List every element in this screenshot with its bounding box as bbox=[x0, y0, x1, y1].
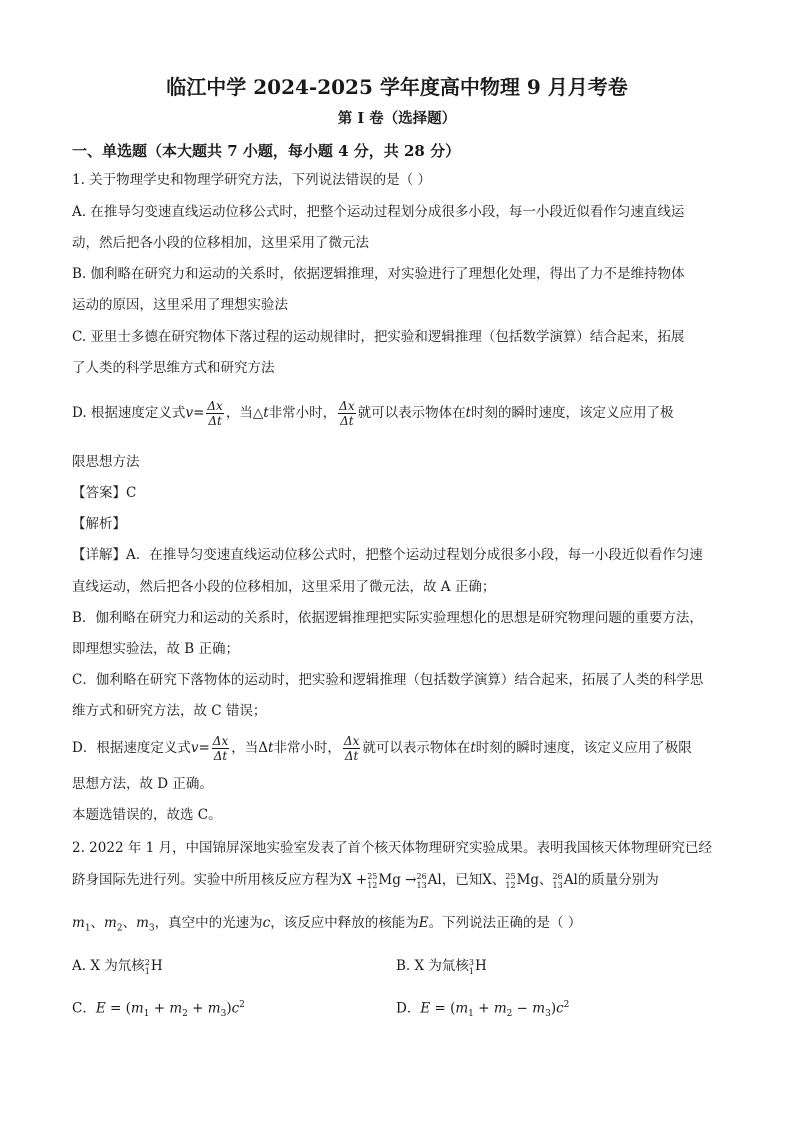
section-heading: 一、单选题（本大题共 7 小题，每小题 4 分，共 28 分） bbox=[72, 142, 461, 160]
mg25-nuclide: 25 12 Mg bbox=[367, 871, 401, 890]
q1-d-text-5: 时刻的瞬时速度，该定义应用了极 bbox=[471, 405, 674, 421]
q1-d-text-3: 非常小时， bbox=[268, 405, 337, 421]
q1-option-d-line2: 限思想方法 bbox=[72, 454, 140, 470]
q2-option-c: C．$E = (m_1 + m_2 + m_3)c^2$ bbox=[72, 1000, 245, 1020]
q1-option-a-line2: 动，然后把各小段的位移相加，这里采用了微元法 bbox=[72, 235, 369, 251]
h2-nuclide: 2 1 H bbox=[144, 957, 163, 976]
explanation-line6: 维方式和研究方法，故 C 错误； bbox=[72, 703, 267, 719]
q2-option-b bbox=[396, 956, 487, 976]
q1-d-text: D. 根据速度定义式 bbox=[72, 405, 186, 421]
explanation-line8: 思想方法，故 D 正确。 bbox=[72, 776, 213, 792]
mg25-nuclide-2: 25 12 Mg bbox=[505, 871, 540, 890]
al26-nuclide-2: 26 13 Al bbox=[552, 871, 578, 890]
explanation-line4: 即理想实验法，故 B 正确； bbox=[72, 641, 240, 657]
q1-stem: 1. 关于物理学史和物理学研究方法，下列说法错误的是（ ） bbox=[72, 172, 431, 188]
q2-l3-text-3: 。下列说法正确的是（ ） bbox=[428, 915, 582, 931]
h3-nuclide: 3 1 H bbox=[468, 957, 487, 976]
al26-nuclide: 26 13 Al bbox=[416, 871, 442, 890]
ex-velocity-fraction: $\frac{\Delta x}{\Delta t}$ bbox=[212, 734, 229, 763]
q2-option-d: D．$E = (m_1 + m_2 - m_3)c^2$ bbox=[396, 1000, 570, 1020]
ratio-fraction: $\frac{\Delta x}{\Delta t}$ bbox=[339, 399, 355, 428]
q1-option-b-line1: B. 伽利略在研究力和运动的关系时，依据逻辑推理，对实验进行了理想化处理，得出了力不是维持物体 bbox=[72, 266, 685, 282]
q2-l2-text: 跻身国际先进行列。实验中所用核反应方程为 bbox=[72, 872, 342, 888]
q1-option-b-line2: 运动的原因，这里采用了理想实验法 bbox=[72, 297, 288, 313]
q1-option-a-line1: A. 在推导匀变速直线运动位移公式时，把整个运动过程划分成很多小段，每一小段近似看作匀速直线运 bbox=[72, 204, 685, 220]
explanation-line5: C．伽利略在研究下落物体的运动时，把实验和逻辑推理（包括数学演算）结合起来，拓展了人类的科学思 bbox=[72, 672, 704, 688]
q1-option-d-line1: D. 根据速度定义式v= $\frac{\Delta x}{\Delta t}$ ，当△t非常小时， $\frac{\Delta x}{\Delta t}$ 就可以表示物体在t时刻的瞬时速度，该定义应用了极 bbox=[72, 399, 674, 428]
explanation-line1: 【详解】A．在推导匀变速直线运动位移公式时，把整个运动过程划分成很多小段，每一小段近似看作匀速 bbox=[72, 547, 703, 563]
q2-option-b-text: B. X 为氚核 bbox=[396, 958, 469, 974]
explanation-line2: 直线运动，然后把各小段的位移相加，这里采用了微元法，故 A 正确； bbox=[72, 579, 496, 595]
answer-label: 【答案】C bbox=[72, 485, 137, 501]
ex7-text-4: 就可以表示物体在 bbox=[362, 740, 471, 756]
ex7-text-2: ，当Δ bbox=[231, 740, 268, 756]
q2-l2-text-2: ，已知 bbox=[441, 872, 483, 888]
ex7-text-5: 时刻的瞬时速度，该定义应用了极限 bbox=[475, 740, 692, 756]
explanation-line9: 本题选错误的，故选 C。 bbox=[72, 807, 222, 823]
q1-option-c-line2: 了人类的科学思维方式和研究方法 bbox=[72, 360, 275, 376]
q1-d-text-2: ，当△ bbox=[225, 405, 264, 421]
q2-option-a bbox=[72, 956, 163, 976]
q2-stem-line1: 2. 2022 年 1 月，中国锦屏深地实验室发表了首个核天体物理研究实验成果。表明我国核天体物理研究已经 bbox=[72, 840, 712, 856]
q2-option-d-label: D． bbox=[396, 1000, 421, 1017]
q2-stem-line3: $m_1$、$m_2$、$m_3$，真空中的光速为c，该反应中释放的核能为E。下列说法正确的是（ ） bbox=[72, 915, 582, 934]
explanation-line3: B．伽利略在研究力和运动的关系时，依据逻辑推理把实际实验理想化的思想是研究物理问题的重要方法， bbox=[72, 610, 703, 626]
volume-heading: 第 I 卷（选择题） bbox=[337, 110, 457, 127]
page-title: 临江中学 2024-2025 学年度高中物理 9 月月考卷 bbox=[166, 75, 628, 99]
q2-l3-text-2: ，该反应中释放的核能为 bbox=[270, 915, 419, 931]
explanation-line7: D．根据速度定义式v= $\frac{\Delta x}{\Delta t}$ ，当Δt非常小时， $\frac{\Delta x}{\Delta t}$ 就可以表示物体在t时刻的瞬时速度，该定义应用了极限 bbox=[72, 734, 692, 763]
q2-l2-text-3: 的质量分别为 bbox=[577, 872, 659, 888]
analysis-label: 【解析】 bbox=[72, 516, 126, 532]
q2-option-c-label: C． bbox=[72, 1000, 96, 1017]
q1-option-c-line1: C. 亚里士多德在研究物体下落过程的运动规律时，把实验和逻辑推理（包括数学演算）结合起来，拓展 bbox=[72, 329, 685, 345]
q1-d-text-4: 就可以表示物体在 bbox=[357, 405, 466, 421]
ex-ratio-fraction: $\frac{\Delta x}{\Delta t}$ bbox=[343, 734, 360, 763]
q2-stem-line2: 跻身国际先进行列。实验中所用核反应方程为X + 25 12 Mg → 26 13 Al，已知X、 25 12 Mg、 26 13 Al的质量分别为 bbox=[72, 871, 659, 890]
q2-l3-text: ，真空中的光速为 bbox=[154, 915, 263, 931]
q2-option-a-text: A. X 为氘核 bbox=[72, 958, 145, 974]
ex7-text-3: 非常小时， bbox=[273, 740, 341, 756]
ex7-text: D．根据速度定义式 bbox=[72, 740, 191, 756]
velocity-fraction: $\frac{\Delta x}{\Delta t}$ bbox=[207, 399, 223, 428]
